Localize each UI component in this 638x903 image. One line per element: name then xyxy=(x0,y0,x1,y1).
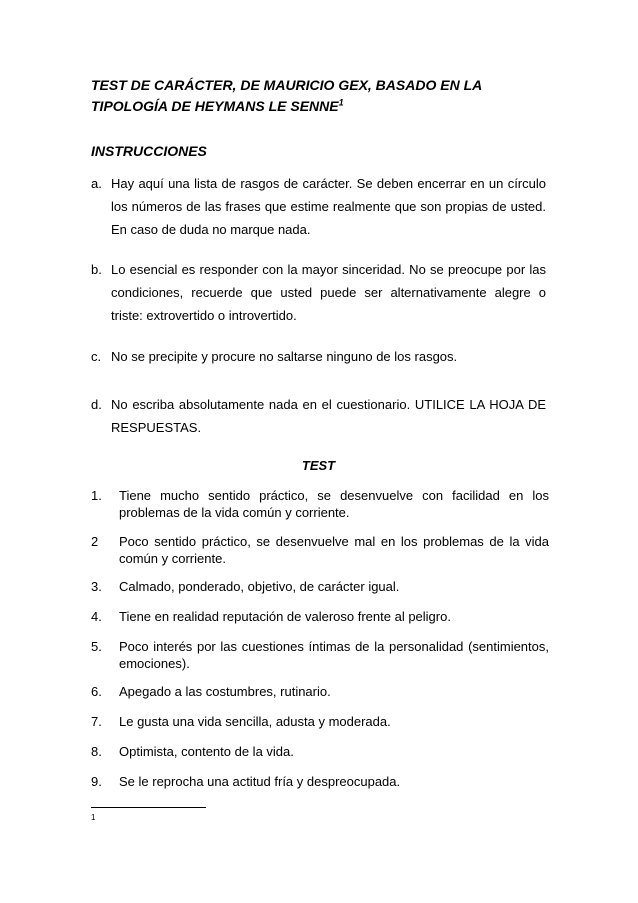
test-item xyxy=(91,773,549,790)
test-item-number: 6. xyxy=(91,684,102,699)
instruction-text: No escriba absolutamente nada en el cuestionario. UTILICE LA HOJA DE RESPUESTAS. xyxy=(111,397,546,435)
test-item-number: 1. xyxy=(91,488,102,503)
footnote-rule xyxy=(91,807,206,808)
test-item-text: Se le reprocha una actitud fría y despreocupada. xyxy=(119,774,401,789)
title-footnote-ref: 1 xyxy=(338,97,344,108)
test-item xyxy=(91,713,549,730)
test-item-text: Poco sentido práctico, se desenvuelve mal en los problemas de la vida común y corriente. xyxy=(119,534,549,566)
test-item-number: 9. xyxy=(91,774,102,789)
test-item xyxy=(91,638,549,672)
title-line-2: TIPOLOGÍA DE HEYMANS LE SENNE xyxy=(91,98,339,114)
test-item xyxy=(91,578,549,595)
instruction-a xyxy=(91,172,546,241)
test-item xyxy=(91,683,549,700)
test-item xyxy=(91,743,549,760)
test-item xyxy=(91,608,549,625)
test-item-number: 5. xyxy=(91,639,102,654)
instruction-b xyxy=(91,258,546,327)
test-item-text: Tiene mucho sentido práctico, se desenvuelve con facilidad en los problemas de la vida común y corriente. xyxy=(119,488,549,520)
instruction-label: b. xyxy=(91,262,102,277)
instruction-c xyxy=(91,345,546,368)
test-item-text: Apegado a las costumbres, rutinario. xyxy=(119,684,331,699)
instruction-label: d. xyxy=(91,397,102,412)
test-item-number: 3. xyxy=(91,579,102,594)
instructions-heading: INSTRUCCIONES xyxy=(91,143,207,159)
test-item xyxy=(91,487,549,521)
instruction-d xyxy=(91,393,546,439)
test-item-number: 4. xyxy=(91,609,102,624)
test-item-number: 8. xyxy=(91,744,102,759)
footnote-mark: 1 xyxy=(91,813,96,822)
test-item-text: Optimista, contento de la vida. xyxy=(119,744,294,759)
test-item-number: 2 xyxy=(91,534,99,549)
test-heading: TEST xyxy=(301,458,336,473)
test-item-number: 7. xyxy=(91,714,102,729)
instruction-text: Hay aquí una lista de rasgos de carácter. Se deben encerrar en un círculo los números de las frases que estime realmente que son propias de usted. En caso de duda no marque nada. xyxy=(111,176,546,237)
instruction-text: Lo esencial es responder con la mayor sinceridad. No se preocupe por las condiciones, recuerde que usted puede ser alternativamente alegre o triste: extrovertido o introvertido. xyxy=(111,262,546,323)
test-item-text: Calmado, ponderado, objetivo, de carácter igual. xyxy=(119,579,400,594)
instruction-label: c. xyxy=(91,349,102,364)
test-item-text: Le gusta una vida sencilla, adusta y moderada. xyxy=(119,714,391,729)
test-item-text: Poco interés por las cuestiones íntimas de la personalidad (sentimientos, emociones). xyxy=(119,639,549,671)
title-line-1: TEST DE CARÁCTER, DE MAURICIO GEX, BASADO EN LA xyxy=(91,77,483,93)
instruction-label: a. xyxy=(91,176,102,191)
document-title xyxy=(91,75,551,117)
instruction-text: No se precipite y procure no saltarse ninguno de los rasgos. xyxy=(111,349,458,364)
test-item-text: Tiene en realidad reputación de valeroso frente al peligro. xyxy=(119,609,451,624)
test-item xyxy=(91,533,549,567)
